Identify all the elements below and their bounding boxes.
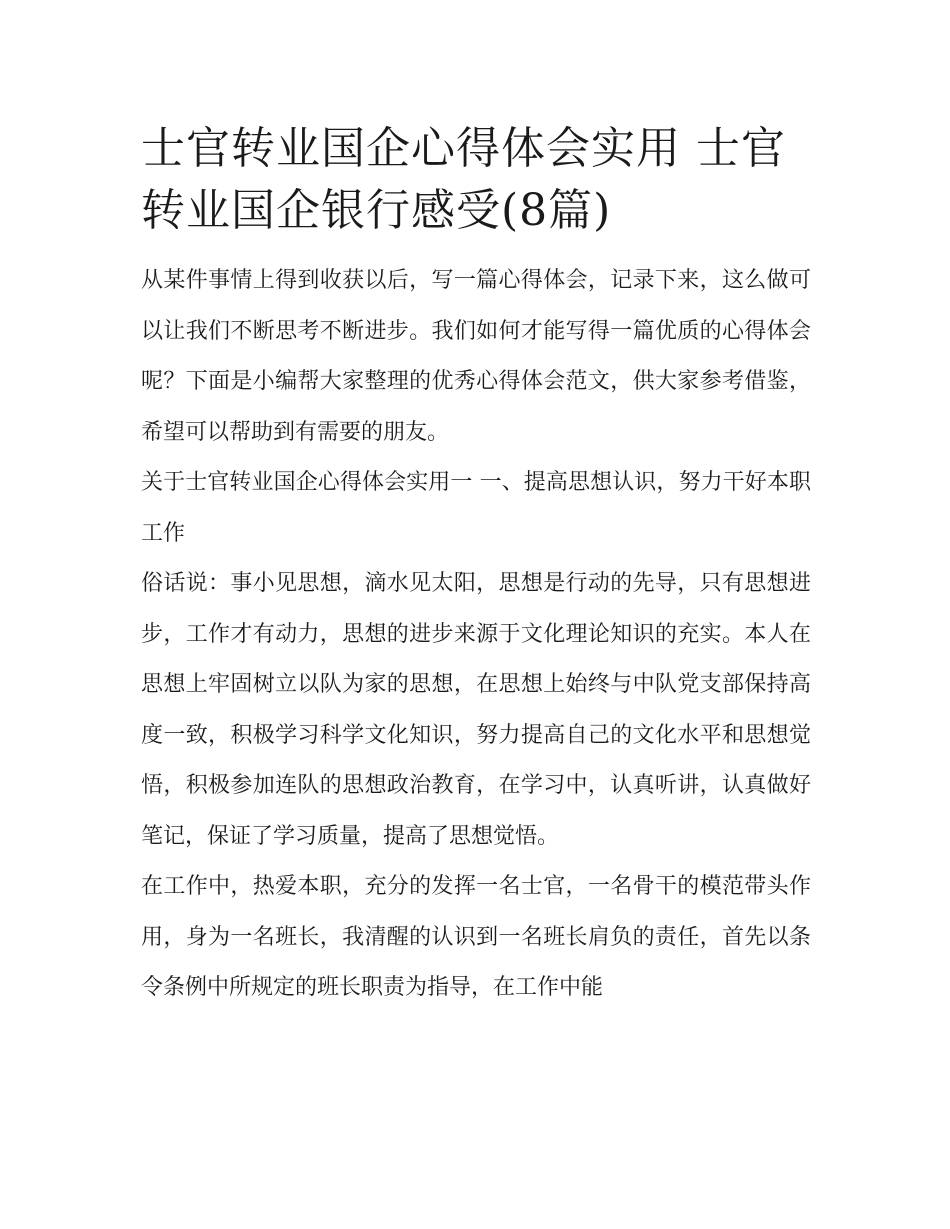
document-title: 士官转业国企心得体会实用 士官转业国企银行感受(8篇): [141, 123, 786, 236]
paragraph-section-heading: 关于士官转业国企心得体会实用一 一、提高思想认识，努力干好本职工作: [141, 470, 811, 546]
paragraph-intro: 从某件事情上得到收获以后，写一篇心得体会，记录下来，这么做可以让我们不断思考不断进步。我们如何才能写得一篇优质的心得体会呢？下面是小编帮大家整理的优秀心得体会范文，供大家参考借鉴，希望可以帮助到有需要的朋友。: [141, 268, 811, 445]
paragraph-work: 在工作中，热爱本职，充分的发挥一名士官，一名骨干的模范带头作用，身为一名班长，我清醒的认识到一名班长肩负的责任，首先以条令条例中所规定的班长职责为指导，在工作中能: [141, 874, 811, 1000]
document-body: [141, 118, 811, 1014]
paragraph-thought: 俗话说：事小见思想，滴水见太阳，思想是行动的先导，只有思想进步，工作才有动力，思想的进步来源于文化理论知识的充实。本人在思想上牢固树立以队为家的思想，在思想上始终与中队党支部保持高度一致，积极学习科学文化知识，努力提高自己的文化水平和思想觉悟，积极参加连队的思想政治教育，在学习中，认真听讲，认真做好笔记，保证了学习质量，提高了思想觉悟。: [141, 571, 811, 849]
